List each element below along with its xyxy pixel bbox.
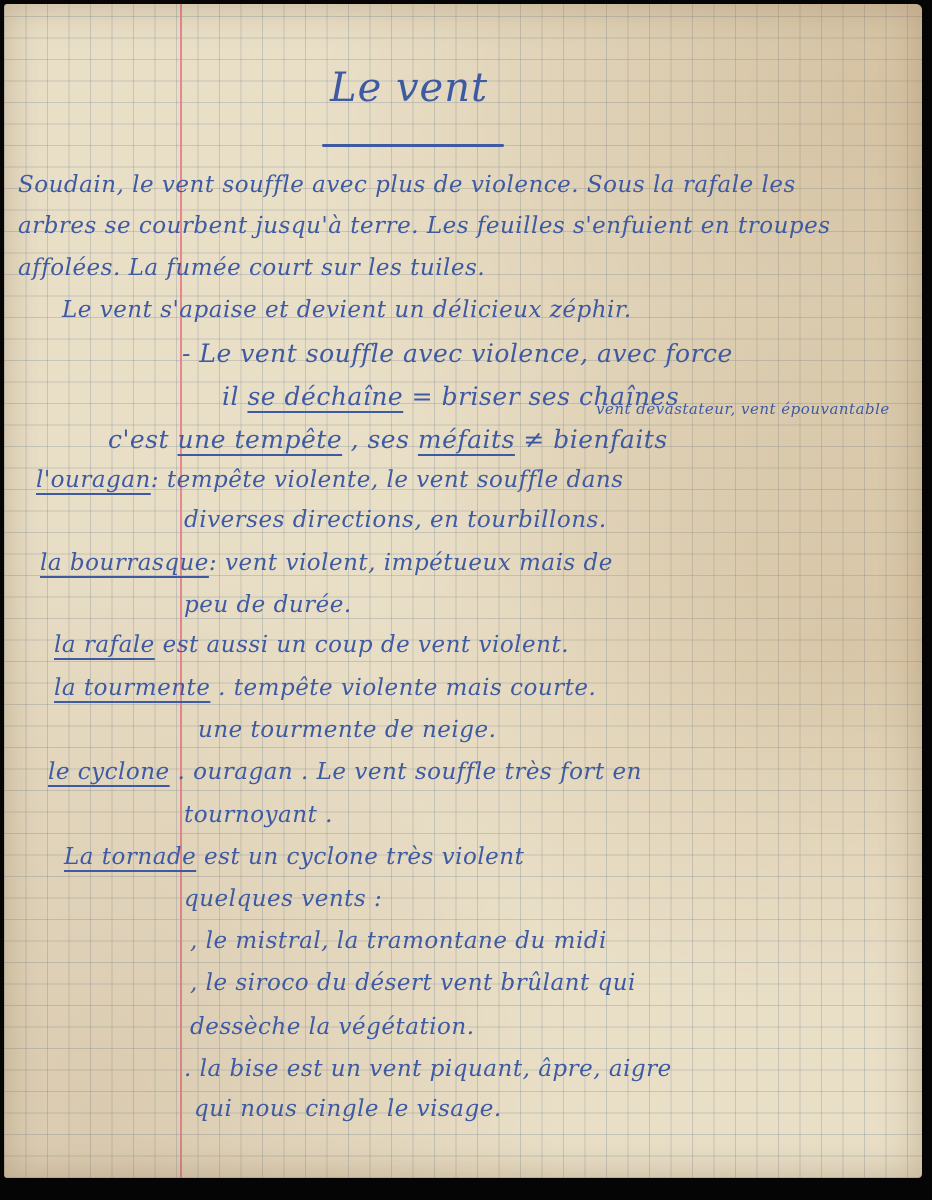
title-underline: [322, 144, 504, 147]
definition-tourmente: [54, 677, 596, 700]
winds-item-1: , le mistral, la tramontane du midi: [190, 928, 607, 954]
vocab-line-2-post: = briser ses chaînes: [403, 382, 680, 411]
definition-tornade: [64, 846, 524, 869]
paragraph-line-3: affolées. La fumée court sur les tuiles.: [18, 255, 486, 281]
definition-bourrasque-text: : vent violent, impétueux mais de: [208, 550, 613, 576]
paragraph-line-2: arbres se courbent jusqu'à terre. Les feuilles s'enfuient en troupes: [18, 213, 831, 239]
term-ouragan: l'ouragan: [36, 467, 151, 493]
definition-bourrasque-cont: peu de durée.: [184, 592, 352, 618]
paragraph-line-4: Le vent s'apaise et devient un délicieux zéphir.: [62, 297, 632, 323]
term-tourmente: la tourmente: [54, 675, 211, 701]
vocab-line-3-post: ≠ bienfaits: [514, 425, 668, 454]
winds-item-2-cont: dessèche la végétation.: [190, 1014, 475, 1040]
definition-tourmente-cont: une tourmente de neige.: [198, 717, 497, 743]
term-se-dechaine: se déchaîne: [247, 382, 404, 411]
term-mefaits: méfaits: [417, 425, 515, 454]
vocab-line-1: - Le vent souffle avec violence, avec force: [182, 339, 733, 368]
definition-bourrasque: [40, 552, 613, 575]
definition-tornade-text: est un cyclone très violent: [196, 844, 525, 870]
definition-rafale: [54, 634, 569, 657]
term-bourrasque: la bourrasque: [40, 550, 209, 576]
vocab-line-2-pre: il: [222, 382, 248, 411]
definition-cyclone: [48, 761, 642, 784]
winds-item-3: . la bise est un vent piquant, âpre, aigre: [184, 1056, 672, 1082]
definition-ouragan-text: : tempête violente, le vent souffle dans: [150, 467, 624, 493]
winds-item-2: , le siroco du désert vent brûlant qui: [190, 970, 636, 996]
vocab-line-3-mid: , ses: [342, 425, 418, 454]
term-rafale: la rafale: [54, 632, 155, 658]
definition-cyclone-cont: tournoyant .: [184, 802, 333, 828]
winds-item-3-cont: qui nous cingle le visage.: [194, 1096, 502, 1122]
definition-cyclone-text: . ouragan . Le vent souffle très fort en: [169, 759, 642, 785]
definition-ouragan: [36, 469, 624, 492]
term-tornade: La tornade: [64, 844, 197, 870]
page-title: Le vent: [330, 65, 489, 111]
definition-ouragan-cont: diverses directions, en tourbillons.: [184, 507, 607, 533]
vocab-line-3-pre: c'est: [108, 425, 178, 454]
vocab-side-note: vent dévastateur, vent épouvantable: [596, 400, 890, 418]
definition-rafale-text: est aussi un coup de vent violent.: [154, 632, 570, 658]
notebook-page: [4, 4, 922, 1178]
term-cyclone: le cyclone: [48, 759, 170, 785]
vocab-line-3: [108, 427, 668, 452]
winds-heading: quelques vents :: [184, 886, 383, 912]
paragraph-line-1: Soudain, le vent souffle avec plus de violence. Sous la rafale les: [18, 172, 796, 198]
term-tempete: une tempête: [177, 425, 343, 454]
definition-tourmente-text: . tempête violente mais courte.: [210, 675, 597, 701]
